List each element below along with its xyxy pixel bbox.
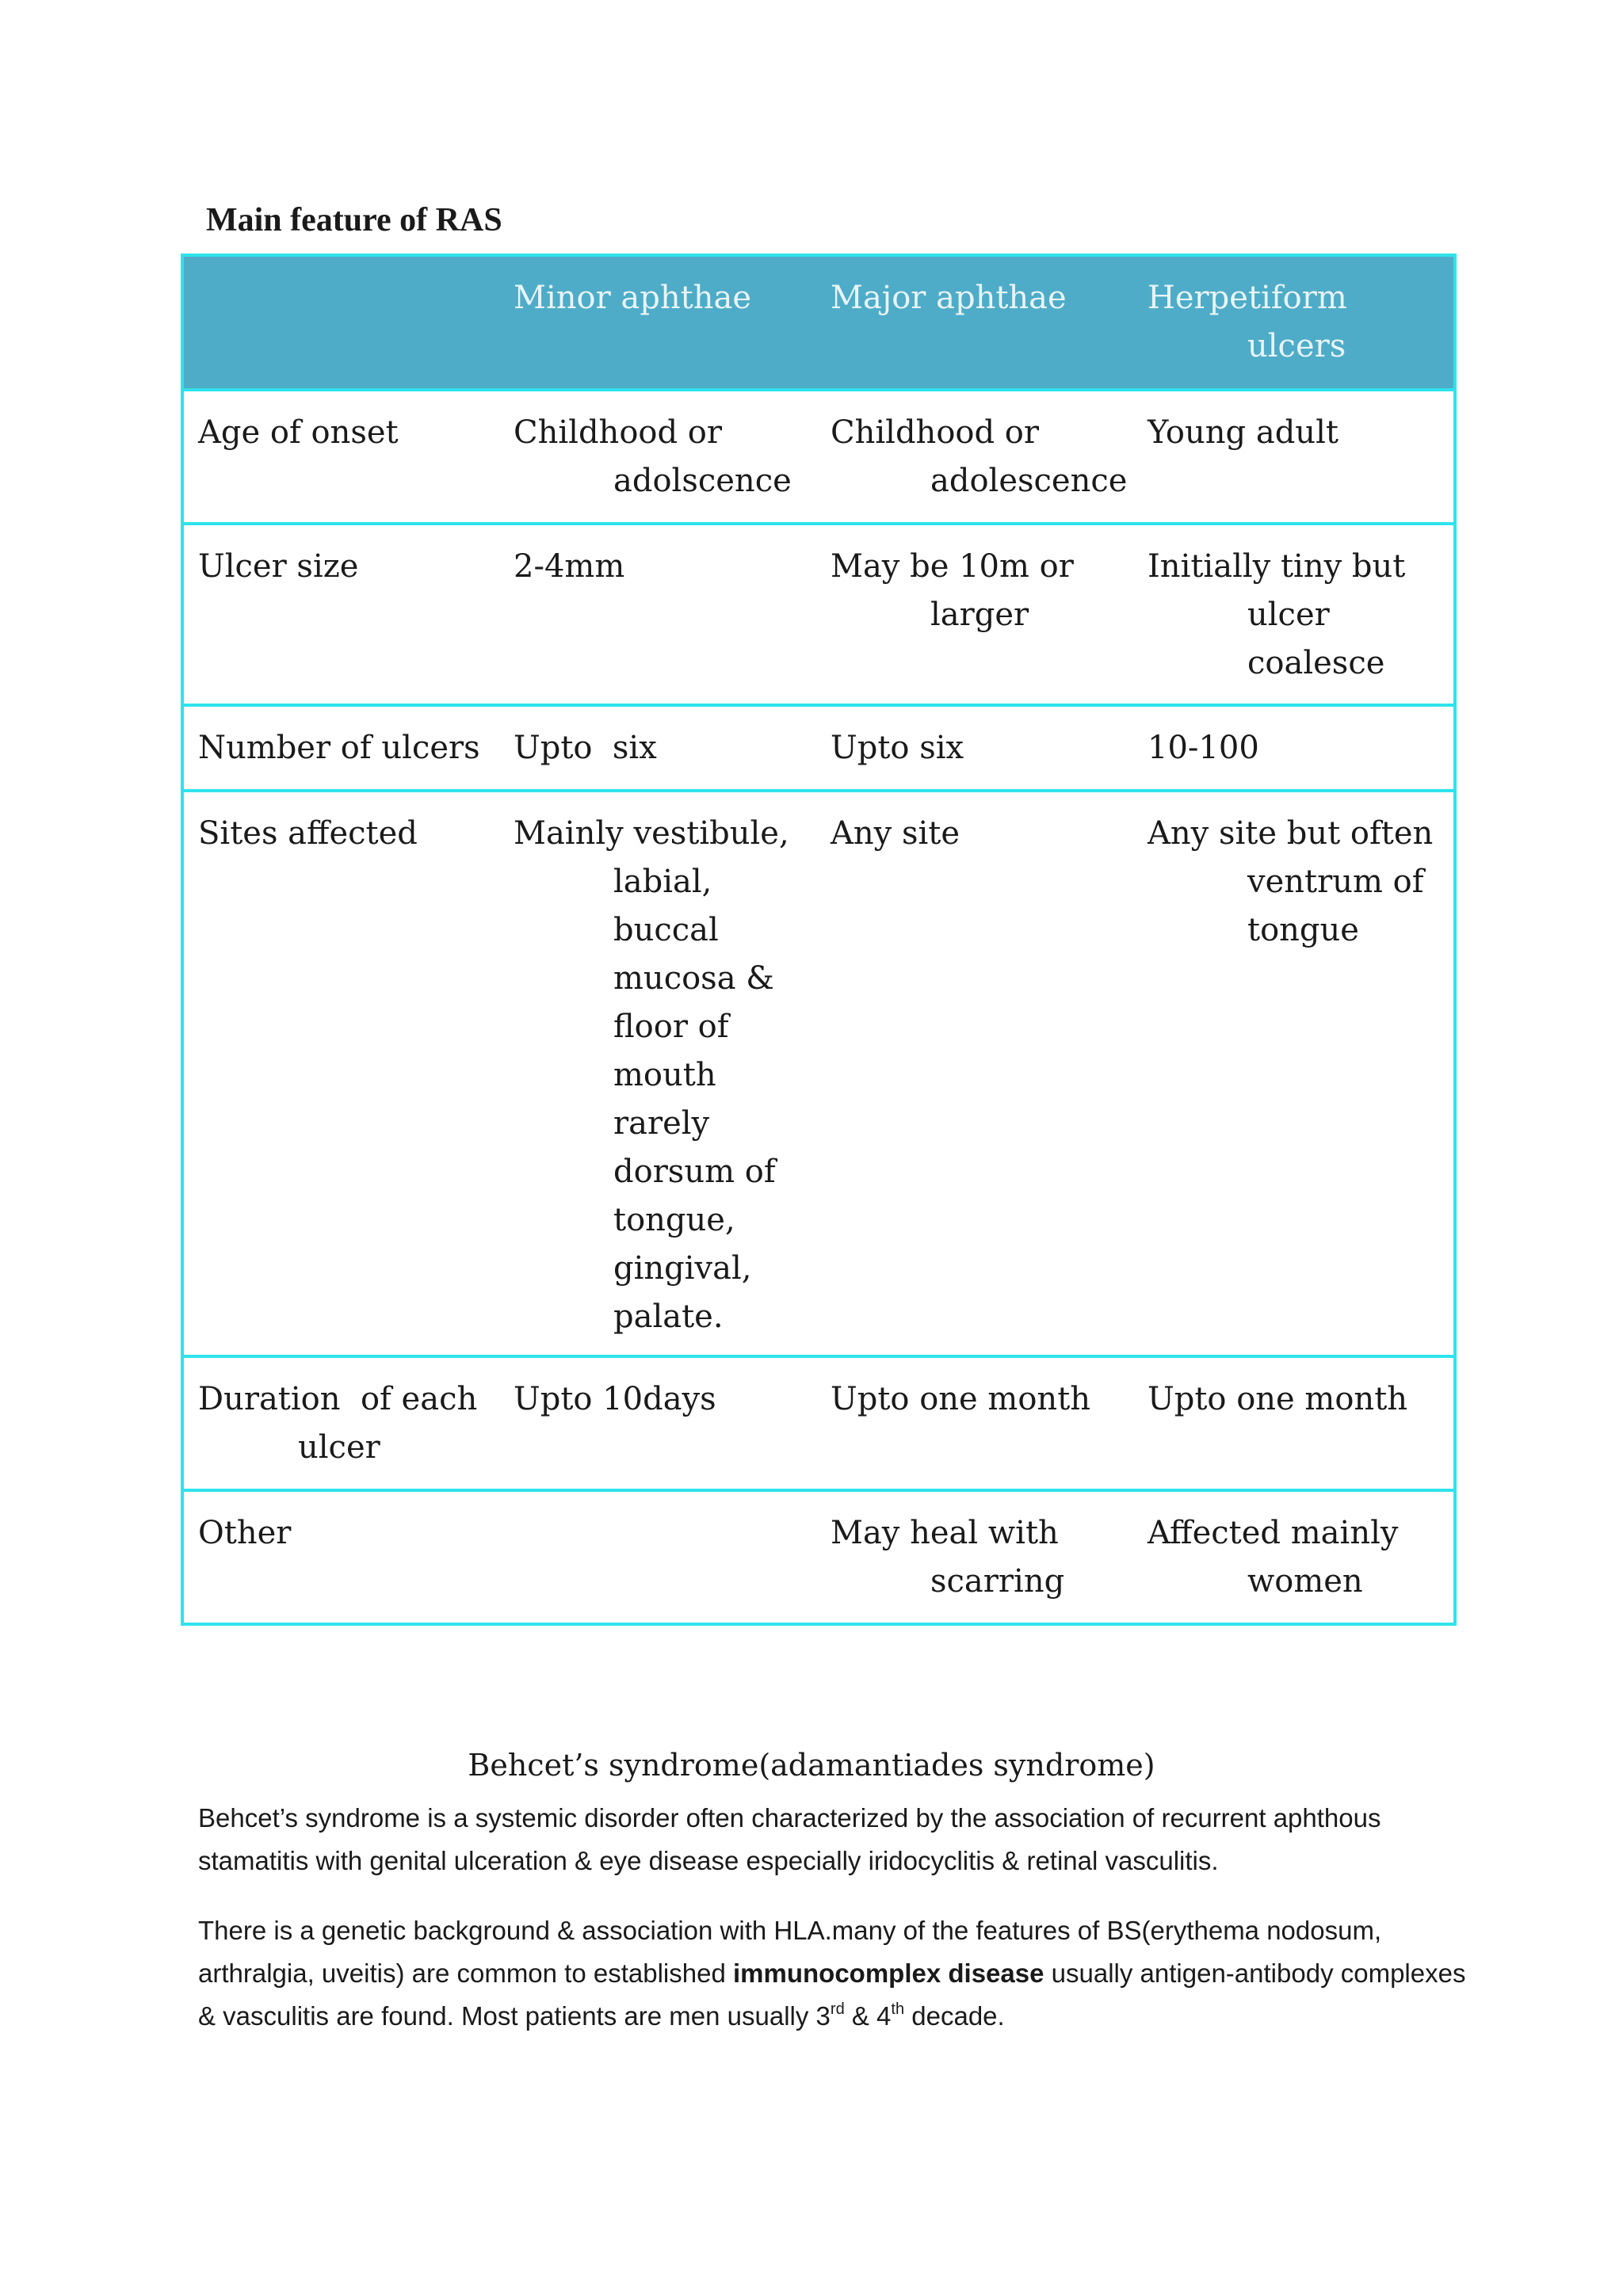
ordinal-suffix: th	[891, 2000, 905, 2018]
cell-minor: Upto 10days	[499, 1356, 816, 1490]
paragraph-text: & 4	[844, 2001, 892, 2031]
table-row	[182, 524, 1455, 705]
row-label: Duration of each ulcer	[182, 1356, 499, 1490]
bold-term: immunocomplex disease	[733, 1958, 1044, 1988]
table-row	[182, 390, 1455, 524]
header-herpetiform-ulcers: Herpetiform ulcers	[1133, 255, 1455, 390]
header-empty-cell	[182, 255, 499, 390]
cell-minor	[499, 1490, 816, 1624]
header-minor-aphthae: Minor aphthae	[499, 255, 816, 390]
cell-herpetiform: Affected mainly women	[1133, 1490, 1455, 1624]
ordinal-suffix: rd	[830, 2000, 845, 2018]
row-label: Sites affected	[182, 791, 499, 1356]
cell-minor: 2-4mm	[499, 524, 816, 705]
cell-herpetiform: Young adult	[1133, 390, 1455, 524]
cell-herpetiform: Upto one month	[1133, 1356, 1455, 1490]
table-row	[182, 1490, 1455, 1624]
cell-major: Upto six	[816, 705, 1133, 791]
page-title: Main feature of RAS	[206, 202, 502, 238]
cell-major: Any site	[816, 791, 1133, 1356]
row-label: Number of ulcers	[182, 705, 499, 791]
cell-herpetiform: 10-100	[1133, 705, 1455, 791]
cell-herpetiform: Any site but often ventrum of tongue	[1133, 791, 1455, 1356]
cell-minor: Mainly vestibule, labial, buccal mucosa & floor of mouth rarely dorsum of tongue, gingival, palate.	[499, 791, 816, 1356]
paragraph-behcet-definition: Behcet’s syndrome is a systemic disorder often characterized by the association of recurrent aphthous stamatitis with genital ulceration & eye disease especially iridocyclitis & retinal vasculitis.	[198, 1803, 1381, 1875]
cell-minor: Childhood or adolscence	[499, 390, 816, 524]
cell-major: May heal with scarring	[816, 1490, 1133, 1624]
paragraph-text: There is a genetic background & association with HLA.many of the features of BS(erythema nodosum, arthralgia, uveitis) are common to established	[198, 1916, 1382, 1988]
row-label: Ulcer size	[182, 524, 499, 705]
cell-minor: Upto six	[499, 705, 816, 791]
paragraph-text: decade.	[904, 2001, 1005, 2031]
section-heading: Behcet’s syndrome(adamantiades syndrome)	[468, 1748, 1155, 1783]
row-label: Other	[182, 1490, 499, 1624]
table-row	[182, 1356, 1455, 1490]
header-major-aphthae: Major aphthae	[816, 255, 1133, 390]
cell-major: Upto one month	[816, 1356, 1133, 1490]
table-header-row	[182, 255, 1455, 390]
paragraph-text: usually antigen-antibody complexes & vasculitis are found. Most patients are men usually 3	[198, 1958, 1466, 2031]
cell-major: May be 10m or larger	[816, 524, 1133, 705]
table-row	[182, 705, 1455, 791]
table-row	[182, 791, 1455, 1356]
paragraph-behcet-background	[198, 1909, 1466, 2038]
cell-herpetiform: Initially tiny but ulcer coalesce	[1133, 524, 1455, 705]
row-label: Age of onset	[182, 390, 499, 524]
cell-major: Childhood or adolescence	[816, 390, 1133, 524]
ras-features-table	[181, 254, 1457, 1626]
